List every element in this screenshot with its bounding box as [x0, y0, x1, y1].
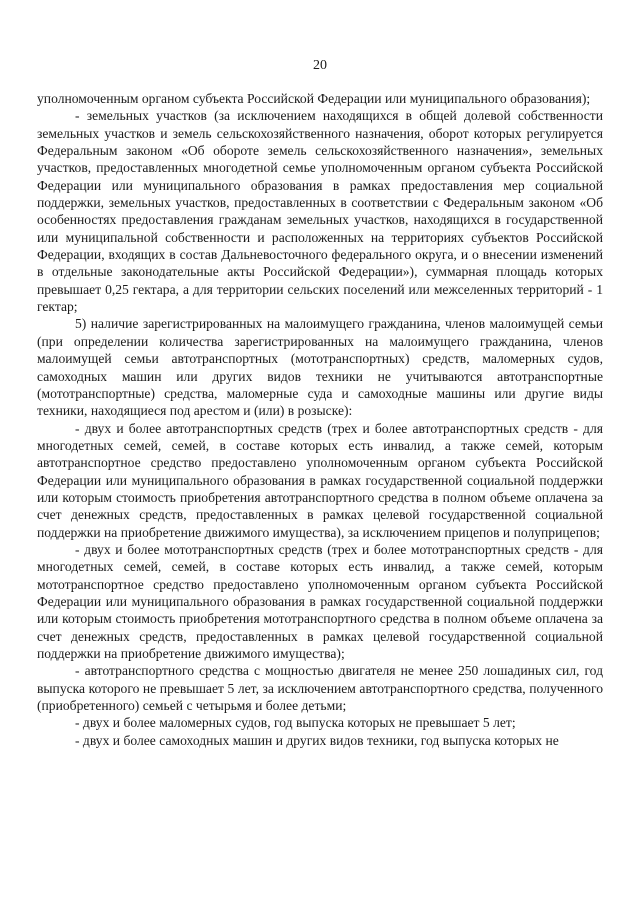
paragraph-self-propelled-machines: - двух и более самоходных машин и других видов техники, год выпуска которых не — [75, 732, 559, 748]
paragraph-moto-vehicles: - двух и более мототранспортных средств (трех и более мототранспортных средств - для многодетных семей, семей, в составе которых есть инвалид, а также семей, которым мототранспортное средство предоставлено уполномоченным органом субъекта Российской Федерации или муниципального образования в рамках государственной социальной поддержки или которым стоимость приобретения мототранспортного средства в полном объеме оплачена за счет денежных средств, предоставленных в рамках целевой государственной социальной поддержки на приобретение движимого имущества); — [37, 541, 603, 661]
paragraph-land-plots: - земельных участков (за исключением находящихся в общей долевой собственности земельных участков и земель сельскохозяйственного назначения, оборот которых регулируется Федеральным законом «Об обороте земель сельскохозяйственного назначения», земельных участков, предоставленных многодетной семье уполномоченным органом субъекта Российской Федерации или муниципального образования в рамках предоставления мер социальной поддержки, земельных участков, предоставленных в соответствии с Федеральным законом «Об особенностях предоставления гражданам земельных участков, находящихся в государственной или муниципальной собственности и расположенных на территориях субъектов Российской Федерации, входящих в состав Дальневосточного федерального округа, и о внесении изменений в отдельные законодательные акты Российской Федерации»), суммарная площадь которых превышает 0,25 гектара, а для территории сельских поселений или межселенных территорий - 1 гектар; — [37, 108, 603, 315]
paragraph-continuation: уполномоченным органом субъекта Российской Федерации или муниципального образования); — [37, 91, 591, 106]
paragraph-small-vessels: - двух и более маломерных судов, год выпуска которых не превышает 5 лет; — [75, 715, 516, 731]
paragraph-high-power-vehicle: - автотранспортного средства с мощностью двигателя не менее 250 лошадиных сил, год выпуска которого не превышает 5 лет, за исключением автотранспортного средства, полученного (приобретенного) семьей с четырьмя и более детьми; — [37, 663, 603, 714]
document-body — [37, 90, 603, 749]
page-number: 20 — [313, 58, 327, 73]
paragraph-item-5: 5) наличие зарегистрированных на малоимущего гражданина, членов малоимущей семьи (при определении количества зарегистрированных на малоимущего гражданина, членов малоимущей семьи автотранспортных (мототранспортных) средств, маломерных судов, самоходных машин или других видов техники не учитываются автотранспортные (мототранспортные) средства, маломерные суда и самоходные машины или другие виды техники, находящиеся под арестом и (или) в розыске): — [37, 316, 603, 419]
paragraph-auto-vehicles: - двух и более автотранспортных средств (трех и более автотранспортных средств - для многодетных семей, семей, в составе которых есть инвалид, а также семей, которым автотранспортное средство предоставлено уполномоченным органом субъекта Российской Федерации или муниципального образования в рамках государственной социальной поддержки или которым стоимость приобретения автотранспортного средства в полном объеме оплачена за счет денежных средств, предоставленных в рамках целевой государственной социальной поддержки на приобретение движимого имущества), за исключением прицепов и полуприцепов; — [37, 420, 603, 540]
